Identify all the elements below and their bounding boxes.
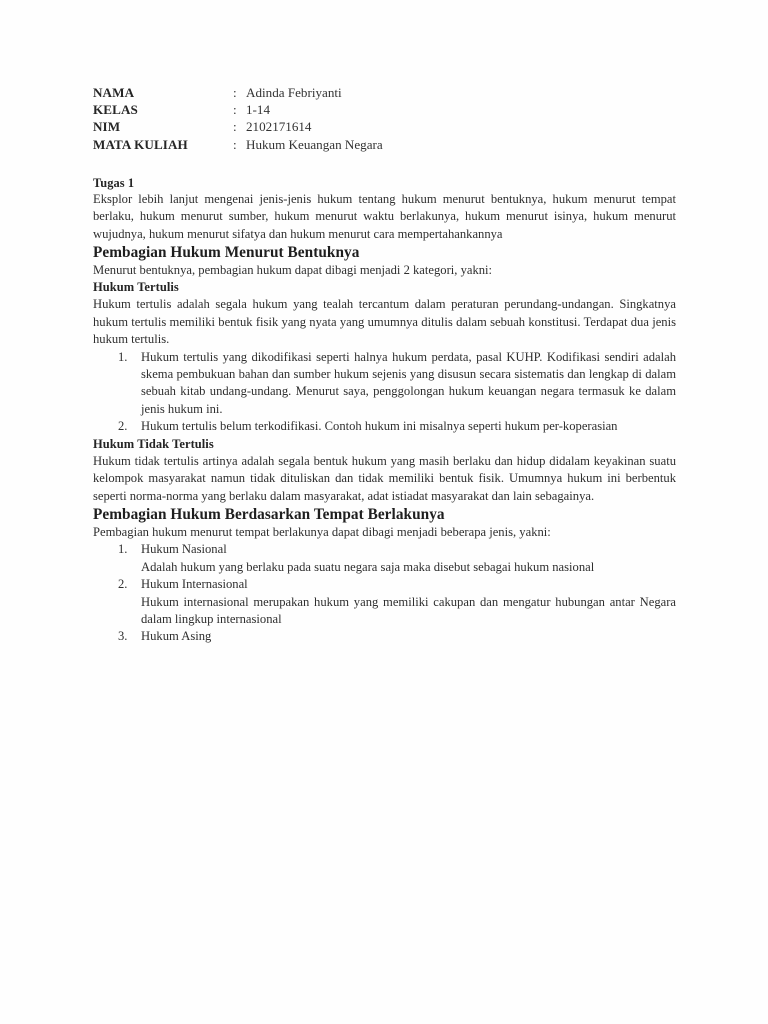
list-item-title: Hukum Asing xyxy=(141,629,212,644)
meta-row-nama xyxy=(93,84,383,101)
list-marker: 2. xyxy=(118,419,128,434)
list-marker: 1. xyxy=(118,349,128,364)
meta-value-nama: Adinda Febriyanti xyxy=(246,85,342,100)
meta-separator-nama: : xyxy=(233,85,237,100)
lead-paragraph-bentuknya: Menurut bentuknya, pembagian hukum dapat dibagi menjadi 2 kategori, yakni: xyxy=(93,263,493,278)
list-item-text: Hukum internasional merupakan hukum yang memiliki cakupan dan mengatur hubungan antar Negara dalam lingkup internasional xyxy=(141,594,676,626)
meta-label-kelas: KELAS xyxy=(93,102,138,118)
list-marker: 1. xyxy=(118,542,128,557)
list-item-title: Hukum Nasional xyxy=(141,542,227,557)
list-item-title: Hukum Internasional xyxy=(141,577,248,592)
list-jenis-hukum-tempat-berlakunya xyxy=(93,541,676,645)
list-marker: 3. xyxy=(118,629,128,644)
subheading-hukum-tidak-tertulis: Hukum Tidak Tertulis xyxy=(93,436,214,451)
meta-separator-kelas: : xyxy=(233,102,237,118)
list-item-text: Adalah hukum yang berlaku pada suatu negara saja maka disebut sebagai hukum nasional xyxy=(141,559,595,574)
lead-paragraph-tempat-berlakunya: Pembagian hukum menurut tempat berlakunya dapat dibagi menjadi beberapa jenis, yakni: xyxy=(93,524,551,539)
heading-pembagian-hukum-berdasarkan-tempat-berlakunya: Pembagian Hukum Berdasarkan Tempat Berlakunya xyxy=(93,505,445,523)
paragraph-hukum-tidak-tertulis: Hukum tidak tertulis artinya adalah segala bentuk hukum yang masih berlaku dan hidup didalam keyakinan suatu kelompok masyarakat namun tidak dituliskan dan tidak memiliki bentuk fisik. Umumnya hukum ini berbentuk seperti norma-norma yang berlaku dalam masyarakat, adat istiadat masyarakat dan lain sebagainya. xyxy=(93,453,676,503)
page-bottom-spacer xyxy=(93,646,676,648)
list-item xyxy=(93,541,676,576)
intro-paragraph: Eksplor lebih lanjut mengenai jenis-jenis hukum tentang hukum menurut bentuknya, hukum menurut tempat berlaku, hukum menurut sumber, hukum menurut waktu berlakunya, hukum menurut isinya, hukum menurut wujudnya, hukum menurut sifatya dan hukum menurut cara mempertahankannya xyxy=(93,191,676,241)
document-content xyxy=(93,84,676,648)
meta-value-mata-kuliah: Hukum Keuangan Negara xyxy=(246,136,383,152)
meta-label-nama: NAMA xyxy=(93,85,135,100)
assignment-label: Tugas 1 xyxy=(93,175,135,190)
list-item xyxy=(93,418,676,435)
meta-separator-nim: : xyxy=(233,119,237,135)
list-item-text: Hukum tertulis yang dikodifikasi seperti halnya hukum perdata, pasal KUHP. Kodifikasi sendiri adalah skema pembukuan bahan dan sumber hukum sejenis yang disusun secara sistematis dan lengkap di dalam sebuah kitab undang-undang. Menurut saya, penggolongan hukum keuangan negara termasuk ke dalam jenis hukum ini. xyxy=(141,349,676,416)
list-item xyxy=(93,349,676,419)
meta-row-mata-kuliah xyxy=(93,136,383,153)
student-info-block xyxy=(93,84,383,153)
meta-label-nim: NIM xyxy=(93,119,121,135)
meta-label-mata-kuliah: MATA KULIAH xyxy=(93,136,188,152)
meta-separator-mata-kuliah: : xyxy=(233,136,237,152)
paragraph-hukum-tertulis: Hukum tertulis adalah segala hukum yang tealah tercantum dalam peraturan perundang-undangan. Singkatnya hukum tertulis memiliki bentuk fisik yang nyata yang umumnya ditulis dalam sebuah konstitusi. Terdapat dua jenis hukum tertulis. xyxy=(93,297,676,347)
meta-value-kelas: 1-14 xyxy=(246,102,271,118)
list-marker: 2. xyxy=(118,577,128,592)
list-item-text: Hukum tertulis belum terkodifikasi. Contoh hukum ini misalnya seperti hukum per-koperasian xyxy=(141,419,618,434)
list-item xyxy=(93,576,676,628)
list-jenis-hukum-tertulis xyxy=(93,349,676,436)
meta-value-nim: 2102171614 xyxy=(246,119,312,135)
meta-row-kelas xyxy=(93,101,383,118)
list-item xyxy=(93,628,676,645)
subheading-hukum-tertulis: Hukum Tertulis xyxy=(93,280,179,295)
meta-row-nim xyxy=(93,118,383,135)
heading-pembagian-hukum-menurut-bentuknya: Pembagian Hukum Menurut Bentuknya xyxy=(93,244,360,262)
